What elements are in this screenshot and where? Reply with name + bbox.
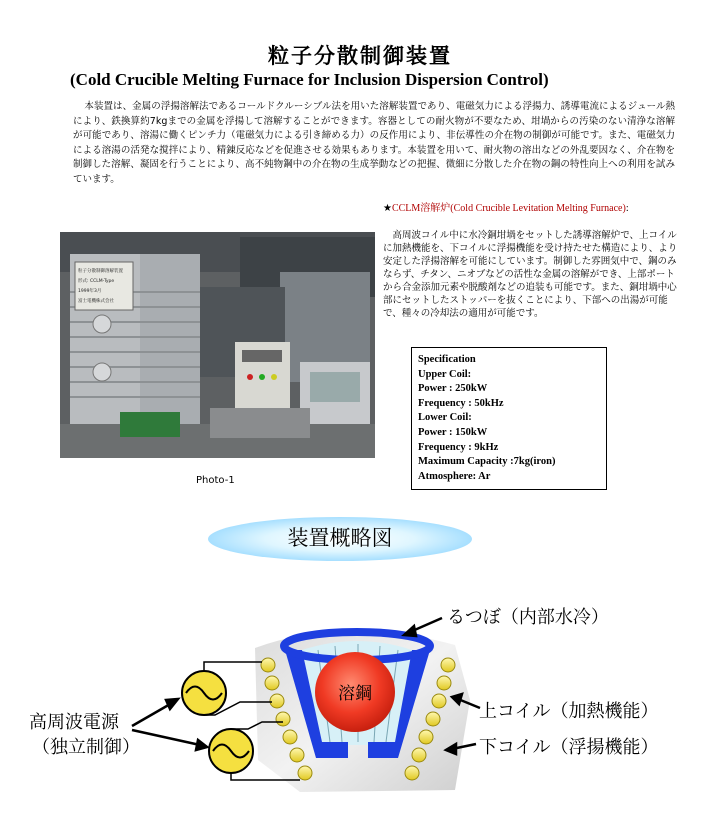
page-title: 粒子分散制御装置: [268, 44, 452, 68]
spec-line: Maximum Capacity :7kg(iron): [418, 456, 556, 468]
photo-plate-line: 1999年3月: [78, 289, 102, 294]
furnace-photo-drawing: [60, 232, 375, 458]
spec-line: Lower Coil:: [418, 412, 472, 424]
upper-coil-label: 上コイル（加熱機能）: [479, 701, 659, 722]
cclm-heading: [383, 202, 673, 215]
intro-paragraph: 本装置は、金属の浮揚溶解法であるコールドクルーシブル法を用いた溶解装置であり、電磁気力による浮揚力、誘導電流によるジュール熱により、鉄換算約7kgまでの金属を浮揚して溶解することができます。容器としての耐火物が不要なため、坩堝からの汚染のない清浄な溶解が可能であり、溶湯に働くピンチ力（電磁気力による引き締める力）の反作用により、非伝導性の介在物の制御が可能です。また、電磁気力による溶湯の活発な撹拌により、精錬反応などを促進させる効果もあります。本装置を用いて、耐火物の溶出などの外乱要因なく、介在物を制御した溶解、凝固を行うことにより、高不純物鋼中の介在物の生成挙動などの把握、微細に分散した介在物の鋼の特性向上への利用を試みています。: [73, 101, 675, 185]
spec-line: Frequency : 9kHz: [418, 441, 499, 453]
diagram-title: 装置概略図: [287, 526, 393, 550]
page-subtitle: (Cold Crucible Melting Furnace for Inclusion Dispersion Control): [70, 70, 549, 89]
cclm-heading-text: CCLM溶解炉(Cold Crucible Levitation Melting Furnace): [391, 203, 626, 214]
photo-plate-line: 粒子分散制御溶解装置: [78, 269, 123, 274]
power-supply-sublabel: （独立制御）: [32, 737, 140, 758]
star-icon: ★: [383, 203, 392, 214]
furnace-schematic: [0, 560, 720, 820]
power-supply-label: 高周波電源: [29, 712, 119, 733]
photo-caption: Photo-1: [196, 475, 235, 486]
molten-steel-label: 溶鋼: [338, 684, 372, 704]
power-supply-lower: [209, 729, 253, 773]
spec-line: Specification: [418, 354, 476, 365]
cclm-description: 高周波コイル中に水冷銅坩堝をセットした誘導溶解炉で、上コイルに加熱機能を、下コイルに浮揚機能を受け持たせた構造により、より安定した浮揚溶解を可能にしています。制御した雰囲気中で、鋼のみならず、チタン、ニオブなどの活性な金属の溶解ができ、上部ポートから合金添加元素や脱酸剤などの追装も可能です。また、銅坩堝中心部にセットしたストッパーを抜くことにより、下部への出湯が可能で、種々の冷却法の適用が可能です。: [383, 230, 678, 319]
spec-line: Upper Coil:: [418, 368, 472, 380]
photo-plate-line: 形式: CCLM-Type: [78, 279, 115, 284]
photo-plate-line: 富士電機株式会社: [78, 299, 114, 304]
crucible-label: るつぼ（内部水冷）: [447, 607, 609, 628]
spec-line: Power : 250kW: [418, 383, 488, 395]
spec-line: Power : 150kW: [418, 426, 488, 438]
lower-coil-label: 下コイル（浮揚機能）: [479, 737, 659, 758]
furnace-photo: [60, 232, 375, 458]
cclm-heading-colon: :: [625, 203, 629, 214]
spec-line: Frequency : 50kHz: [418, 397, 504, 409]
specification-box: [411, 347, 607, 490]
spec-line: Atmosphere: Ar: [418, 470, 491, 482]
power-supply-upper: [182, 671, 226, 715]
